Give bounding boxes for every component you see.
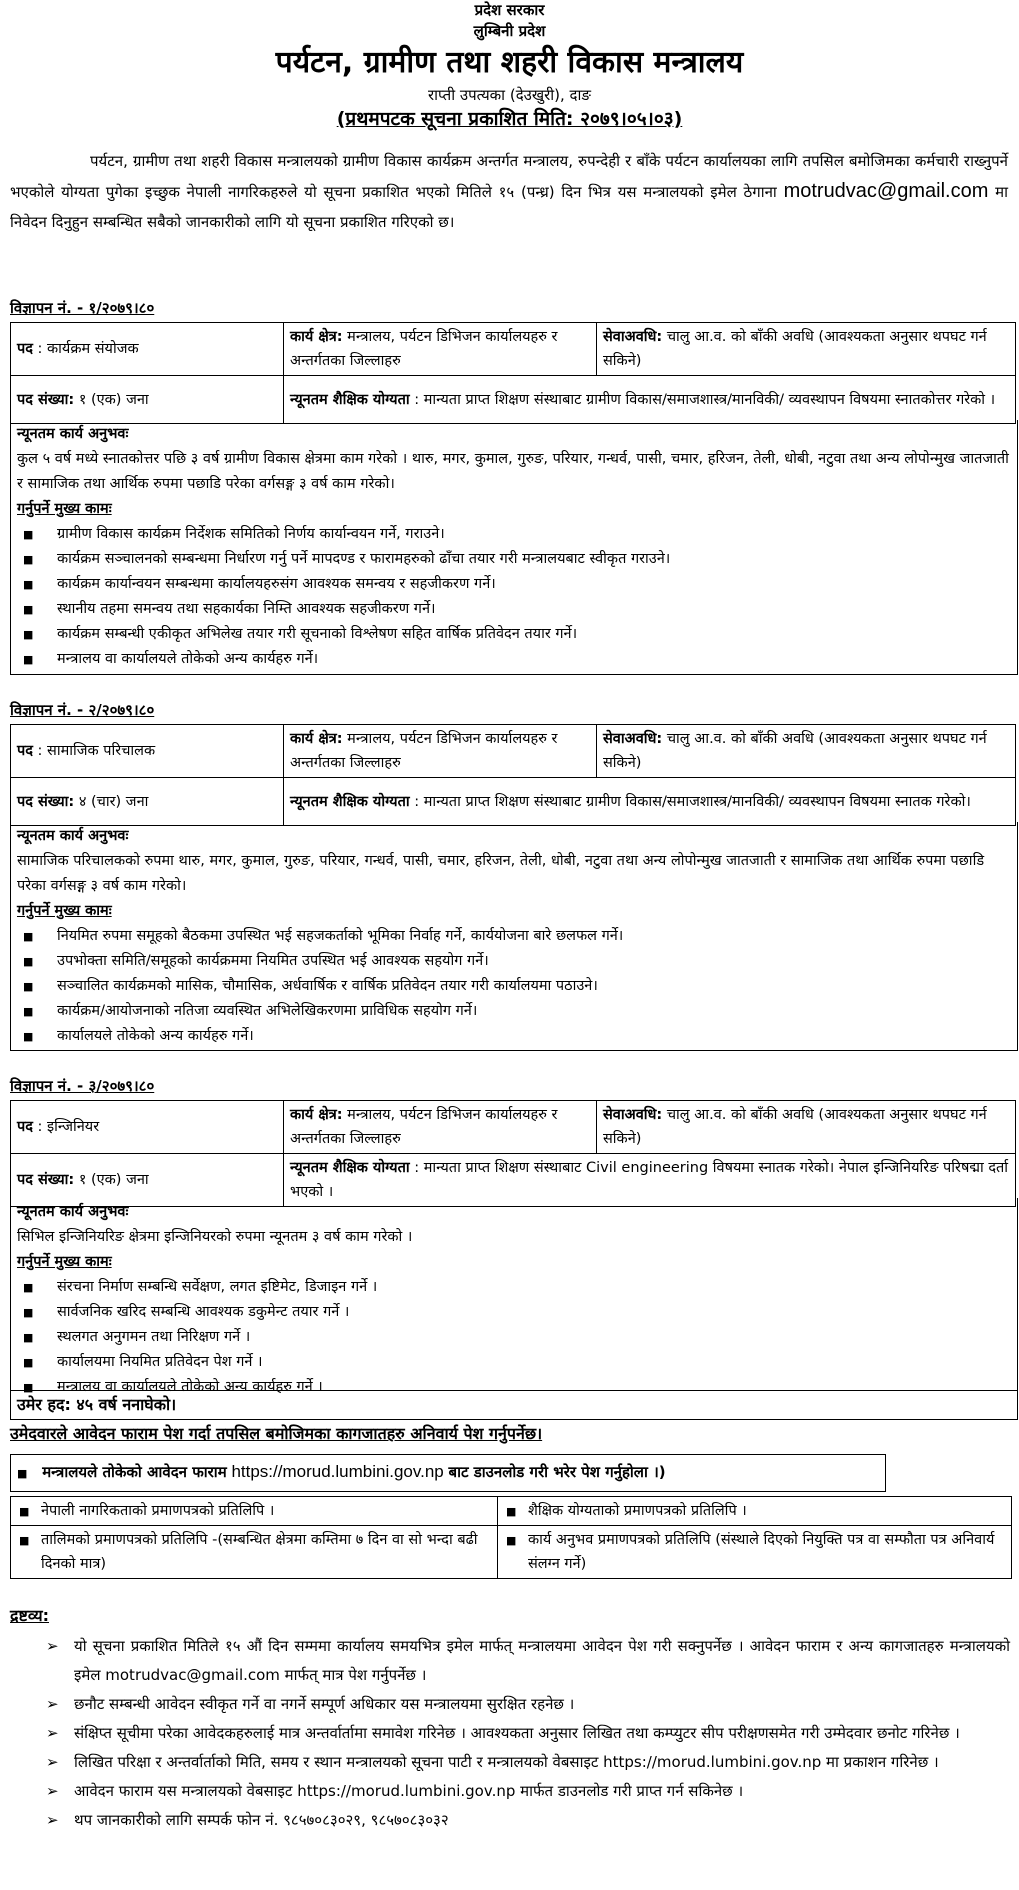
ad-2-duties (17, 924, 1011, 1049)
duty-item: ■ संरचना निर्माण सम्बन्धि सर्वेक्षण, लगत इष्टिमेट, डिजाइन गर्ने । (17, 1275, 1011, 1300)
ad-1-area-cell: कार्य क्षेत्र: मन्त्रालय, पर्यटन डिभिजन कार्यालयहरु र अन्तर्गतका जिल्लाहरु (284, 323, 597, 376)
ad-1-details (10, 420, 1018, 675)
bullet-icon: ■ (506, 1505, 517, 1518)
notes-list (10, 1632, 1010, 1835)
duty-item: ■ मन्त्रालय वा कार्यालयले तोकेको अन्य कार्यहरु गर्ने । (17, 1375, 1011, 1400)
duty-item: ■ स्थानीय तहमा समन्वय तथा सहकार्यका निम्ति आवश्यक सहजीकरण गर्ने। (17, 597, 1011, 622)
age-limit: उमेर हद: ४५ वर्ष ननाघेको। (10, 1390, 1018, 1420)
note-item: ➢ आवेदन फाराम यस मन्त्रालयको वेबसाइट https://morud.lumbini.gov.np मार्फत डाउनलोड गरी प्राप्त गर्न सकिनेछ । (10, 1777, 1010, 1806)
intro-text-1: पर्यटन, ग्रामीण तथा शहरी विकास मन्त्रालयको ग्रामीण विकास कार्यक्रम अन्तर्गत मन्त्रालय, रुपन्देही र बाँके पर्यटन कार्यालयका लागि तपसिल बमोजिमका कर्मचारी राख्नुपर्ने भएकोले योग्यता पुगेका इच्छुक नेपाली नागरिकहरुले यो सूचना प्रकाशित भएको मितिले १५ (पन्ध्र) दिन भित्र यस मन्त्रालयको इमेल ठेगाना (10, 152, 1008, 201)
ad-1-post: : कार्यक्रम संयोजक (37, 341, 139, 357)
notes-heading: द्रष्टव्य: (10, 1606, 49, 1625)
ad-1-count: १ (एक) जना (78, 391, 149, 408)
intro-paragraph (10, 146, 1008, 237)
ad-3-term: चालु आ.व. को बाँकी अवधि (आवश्यकता अनुसार थपघट गर्न सकिने) (603, 1107, 987, 1147)
document-item: ■ तालिमको प्रमाणपत्रको प्रतिलिपि -(सम्बन्धित क्षेत्रमा कम्तिमा ७ दिन वा सो भन्दा बढी दिनको मात्र) (11, 1526, 498, 1579)
ad-2-label: विज्ञापन नं. - २/२०७९।८० (10, 701, 155, 719)
ad-2-term: चालु आ.व. को बाँकी अवधि (आवश्यकता अनुसार थपघट गर्न सकिने) (603, 731, 987, 771)
intro-text-2: मा निवेदन दिनुहुन सम्बन्धित सबैको जानकारीको लागि यो सूचना प्रकाशित गरिएको छ। (10, 183, 1008, 231)
ad-3-area: मन्त्रालय, पर्यटन डिभिजन कार्यालयहरु र अन्तर्गतका जिल्लाहरु (290, 1107, 558, 1147)
duty-item: ■ कार्यक्रम सञ्चालनको सम्बन्धमा निर्धारण गर्नु पर्ने मापदण्ड र फारामहरुको ढाँचा तयार गरी मन्त्रालयबाट स्वीकृत गराउने। (17, 547, 1011, 572)
duty-item: ■ कार्यालयले तोकेको अन्य कार्यहरु गर्ने। (17, 1024, 1011, 1049)
ad-3-term-cell: सेवाअवधि: चालु आ.व. को बाँकी अवधि (आवश्यकता अनुसार थपघट गर्न सकिने) (597, 1101, 1016, 1154)
duty-item: ■ उपभोक्ता समिति/समूहको कार्यक्रममा नियमित उपस्थित भई आवश्यक सहयोग गर्ने। (17, 949, 1011, 974)
header-line1: प्रदेश सरकार (474, 1, 545, 19)
ad-1-post-cell: पद : कार्यक्रम संयोजक (11, 323, 284, 376)
ad-2-post-cell: पद : सामाजिक परिचालक (11, 725, 284, 778)
publish-date: (प्रथमपटक सूचना प्रकाशित मिति: २०७९।०५।०३) (336, 108, 683, 130)
ad-3-exp: सिभिल इन्जिनियरिङ क्षेत्रमा इन्जिनियरको रुपमा न्यूनतम ३ वर्ष काम गरेको । (17, 1229, 413, 1245)
duty-item: ■ सार्वजनिक खरिद सम्बन्धि आवश्यक डकुमेन्ट तयार गर्ने । (17, 1300, 1011, 1325)
ad-3-post: : इन्जिनियर (37, 1119, 100, 1135)
header-line2: लुम्बिनी प्रदेश (473, 22, 546, 40)
ad-3-details (10, 1198, 1018, 1395)
notice-header (0, 0, 1019, 132)
ad-2-qual-cell: न्यूनतम शैक्षिक योग्यता : मान्यता प्राप्त शिक्षण संस्थाबाट ग्रामीण विकास/समाजशास्त्र/मानविकी/ व्यवस्थापन विषयमा स्नातक गरेको। (284, 778, 1016, 826)
application-form-row (10, 1454, 886, 1492)
ministry-address: राप्ती उपत्यका (देउखुरी), दाङ (428, 86, 591, 104)
duty-item: ■ मन्त्रालय वा कार्यालयले तोकेको अन्य कार्यहरु गर्ने। (17, 647, 1011, 672)
bullet-icon: ■ (19, 1534, 30, 1547)
documents-table (10, 1496, 1012, 1579)
ad-3-count: १ (एक) जना (78, 1172, 149, 1188)
ad-2-count: ४ (चार) जना (78, 793, 149, 810)
duty-item: ■ कार्यक्रम कार्यान्वयन सम्बन्धमा कार्यालयहरुसंग आवश्यक समन्वय र सहजीकरण गर्ने। (17, 572, 1011, 597)
duty-item: ■ कार्यक्रम सम्बन्धी एकीकृत अभिलेख तयार गरी सूचनाको विश्लेषण सहित वार्षिक प्रतिवेदन तयार गर्ने। (17, 622, 1011, 647)
form-suffix: बाट डाउनलोड गरी भरेर पेश गर्नुहोला ।) (448, 1463, 666, 1481)
ad-1-exp: कुल ५ वर्ष मध्ये स्नातकोत्तर पछि ३ वर्ष ग्रामीण विकास क्षेत्रमा काम गरेको । थारु, मगर, कुमाल, गुरुङ, परियार, गन्धर्व, पासी, चमार, हरिजन, तेली, धोबी, नटुवा तथा अन्य लोपोन्मुख जातजाती र सामाजिक तथा आर्थिक रुपमा पछाडि परेका वर्गसङ्ग ३ वर्ष काम गरेको। (17, 451, 1009, 492)
ad-2-duties-label: गर्नुपर्ने मुख्य कामः (17, 903, 112, 919)
ad-3-label: विज्ञापन नं. - ३/२०७९।८० (10, 1077, 155, 1095)
ad-2-qual: : मान्यता प्राप्त शिक्षण संस्थाबाट ग्रामीण विकास/समाजशास्त्र/मानविकी/ व्यवस्थापन विषयमा स्नातक गरेको। (414, 793, 971, 810)
ad-1-count-cell: पद संख्या: १ (एक) जना (11, 376, 284, 424)
ad-3-post-cell: पद : इन्जिनियर (11, 1101, 284, 1154)
ad-2-post: : सामाजिक परिचालक (37, 743, 156, 759)
ad-2-table (10, 724, 1016, 826)
ad-1-qual-cell: न्यूनतम शैक्षिक योग्यता : मान्यता प्राप्त शिक्षण संस्थाबाट ग्रामीण विकास/समाजशास्त्र/मानविकी/ व्यवस्थापन विषयमा स्नातकोत्तर गरेको । (284, 376, 1016, 424)
document-item: ■ शैक्षिक योग्यताको प्रमाणपत्रको प्रतिलिपि । (498, 1497, 1012, 1526)
ad-2-exp: सामाजिक परिचालकको रुपमा थारु, मगर, कुमाल, गुरुङ, परियार, गन्धर्व, पासी, चमार, हरिजन, तेली, धोबी, नटुवा तथा अन्य लोपोन्मुख जातजाती र सामाजिक तथा आर्थिक रुपमा पछाडि परेका वर्गसङ्ग ३ वर्ष काम गरेको। (17, 853, 985, 894)
ad-3-qual: : मान्यता प्राप्त शिक्षण संस्थाबाट Civil engineering विषयमा स्नातक गरेको। नेपाल इन्जिनियरिङ परिषद्मा दर्ता भएको । (290, 1160, 1009, 1200)
duty-item: ■ स्थलगत अनुगमन तथा निरिक्षण गर्ने । (17, 1325, 1011, 1350)
ad-1-duties (17, 522, 1011, 672)
ad-2-area-cell: कार्य क्षेत्र: मन्त्रालय, पर्यटन डिभिजन कार्यालयहरु र अन्तर्गतका जिल्लाहरु (284, 725, 597, 778)
duty-item: ■ ग्रामीण विकास कार्यक्रम निर्देशक समितिको निर्णय कार्यान्वयन गर्ने, गराउने। (17, 522, 1011, 547)
ad-1-qual: : मान्यता प्राप्त शिक्षण संस्थाबाट ग्रामीण विकास/समाजशास्त्र/मानविकी/ व्यवस्थापन विषयमा स्नातकोत्तर गरेको । (414, 391, 996, 408)
form-url-link[interactable]: https://morud.lumbini.gov.np (231, 1462, 444, 1481)
ad-1-term-cell: सेवाअवधि: चालु आ.व. को बाँकी अवधि (आवश्यकता अनुसार थपघट गर्न सकिने) (597, 323, 1016, 376)
ad-3-duties (17, 1275, 1011, 1400)
ministry-title: पर्यटन, ग्रामीण तथा शहरी विकास मन्त्रालय (275, 45, 744, 80)
ad-3-qual-cell: न्यूनतम शैक्षिक योग्यता : मान्यता प्राप्त शिक्षण संस्थाबाट Civil engineering विषयमा स्नातक गरेको। नेपाल इन्जिनियरिङ परिषद्मा दर्ता भएको । (284, 1154, 1016, 1207)
form-prefix: मन्त्रालयले तोकेको आवेदन फाराम (42, 1463, 227, 1481)
duty-item: ■ कार्यालयमा नियमित प्रतिवेदन पेश गर्ने । (17, 1350, 1011, 1375)
ad-3-count-cell: पद संख्या: १ (एक) जना (11, 1154, 284, 1207)
ad-2-count-cell: पद संख्या: ४ (चार) जना (11, 778, 284, 826)
note-item: ➢ थप जानकारीको लागि सम्पर्क फोन नं. ९८५७०८३०२९, ९८५७०८३०३२ (10, 1806, 1010, 1835)
note-item: ➢ संक्षिप्त सूचीमा परेका आवेदकहरुलाई मात्र अन्तर्वार्तामा समावेश गरिनेछ । आवश्यकता अनुसार लिखित तथा कम्प्युटर सीप परीक्षणसमेत गरी उम्मेदवार छनोट गरिनेछ । (10, 1719, 1010, 1748)
bullet-icon: ■ (17, 1467, 28, 1480)
ad-2-exp-label: न्यूनतम कार्य अनुभवः (17, 828, 129, 844)
ad-2-details (10, 822, 1018, 1051)
ad-1-label: विज्ञापन नं. - १/२०७९।८० (10, 299, 155, 317)
ad-1-duties-label: गर्नुपर्ने मुख्य कामः (17, 501, 112, 517)
ad-1-exp-label: न्यूनतम कार्य अनुभवः (17, 426, 129, 442)
note-item: ➢ छनौट सम्बन्धी आवेदन स्वीकृत गर्ने वा नगर्ने सम्पूर्ण अधिकार यस मन्त्रालयमा सुरक्षित रहनेछ । (10, 1690, 1010, 1719)
documents-heading: उमेदवारले आवेदन फाराम पेश गर्दा तपसिल बमोजिमका कागजातहरु अनिवार्य पेश गर्नुपर्नेछ। (10, 1424, 543, 1443)
document-item: ■ कार्य अनुभव प्रमाणपत्रको प्रतिलिपि (संस्थाले दिएको नियुक्ति पत्र वा सम्फौता पत्र अनिवार्य संलग्न गर्ने) (498, 1526, 1012, 1579)
duty-item: ■ नियमित रुपमा समूहको बैठकमा उपस्थित भई सहजकर्ताको भूमिका निर्वाह गर्ने, कार्ययोजना बारे छलफल गर्ने। (17, 924, 1011, 949)
ad-3-duties-label: गर्नुपर्ने मुख्य कामः (17, 1254, 112, 1270)
bullet-icon: ■ (19, 1505, 30, 1518)
ad-1-area: मन्त्रालय, पर्यटन डिभिजन कार्यालयहरु र अन्तर्गतका जिल्लाहरु (290, 329, 558, 369)
bullet-icon: ■ (506, 1534, 517, 1547)
note-item: ➢ यो सूचना प्रकाशित मितिले १५ औं दिन सम्ममा कार्यालय समयभित्र इमेल मार्फत् मन्त्रालयमा आवेदन पेश गरी सक्नुपर्नेछ । आवेदन फाराम र अन्य कागजातहरु मन्त्रालयको इमेल motrudvac@gmail.com मार्फत् मात्र पेश गर्नुपर्नेछ । (10, 1632, 1010, 1690)
ad-3-table (10, 1100, 1016, 1207)
duty-item: ■ सञ्चालित कार्यक्रमको मासिक, चौमासिक, अर्धवार्षिक र वार्षिक प्रतिवेदन तयार गरी कार्यालयमा पठाउने। (17, 974, 1011, 999)
intro-email: motrudvac@gmail.com (783, 180, 989, 202)
ad-3-area-cell: कार्य क्षेत्र: मन्त्रालय, पर्यटन डिभिजन कार्यालयहरु र अन्तर्गतका जिल्लाहरु (284, 1101, 597, 1154)
duty-item: ■ कार्यक्रम/आयोजनाको नतिजा व्यवस्थित अभिलेखिकरणमा प्राविधिक सहयोग गर्ने। (17, 999, 1011, 1024)
ad-3-exp-label: न्यूनतम कार्य अनुभवः (17, 1204, 129, 1220)
ad-2-term-cell: सेवाअवधि: चालु आ.व. को बाँकी अवधि (आवश्यकता अनुसार थपघट गर्न सकिने) (597, 725, 1016, 778)
ad-1-term: चालु आ.व. को बाँकी अवधि (आवश्यकता अनुसार थपघट गर्न सकिने) (603, 329, 987, 369)
document-item: ■ नेपाली नागरिकताको प्रमाणपत्रको प्रतिलिपि । (11, 1497, 498, 1526)
note-item: ➢ लिखित परिक्षा र अन्तर्वार्ताको मिति, समय र स्थान मन्त्रालयको सूचना पाटी र मन्त्रालयको वेबसाइट https://morud.lumbini.gov.np मा प्रकाशन गरिनेछ । (10, 1748, 1010, 1777)
ad-1-table (10, 322, 1016, 424)
ad-2-area: मन्त्रालय, पर्यटन डिभिजन कार्यालयहरु र अन्तर्गतका जिल्लाहरु (290, 731, 558, 771)
